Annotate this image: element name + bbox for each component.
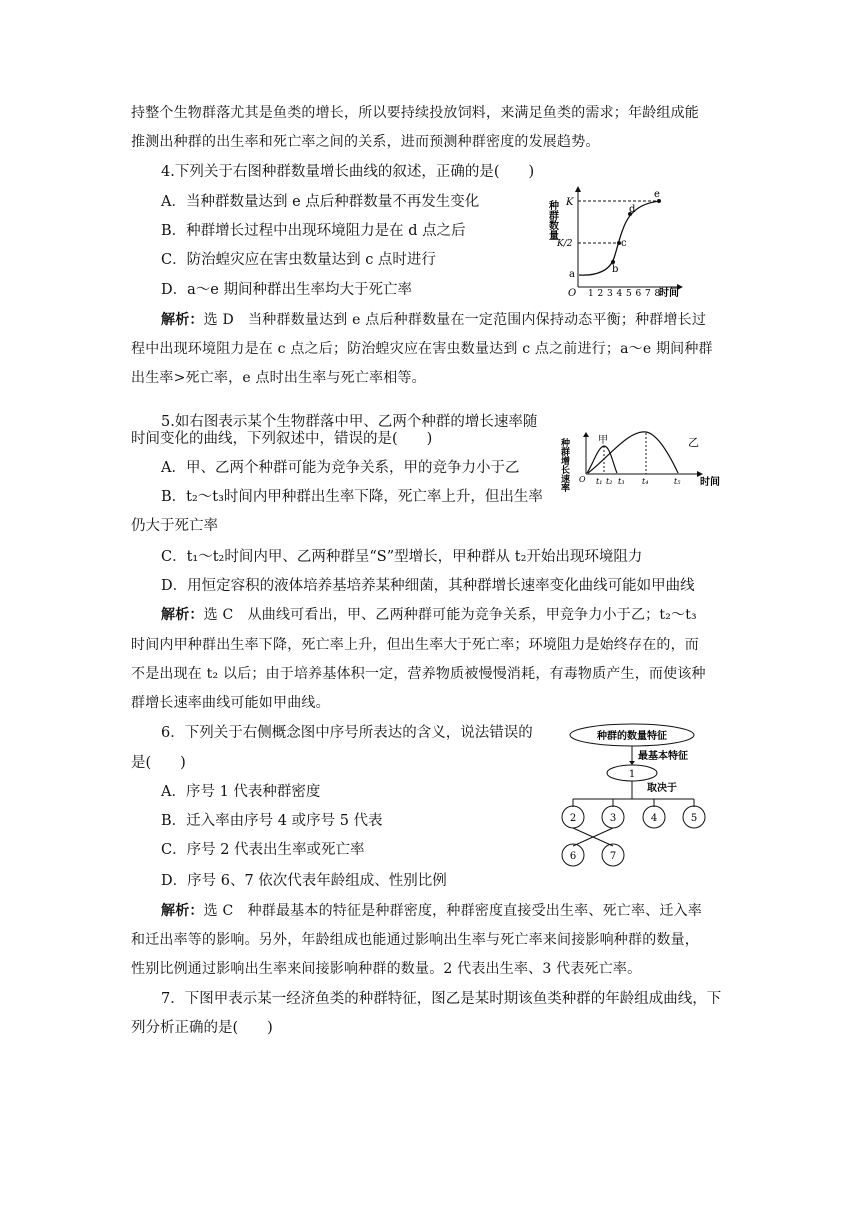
q4-option-a: A．当种群数量达到 e 点后种群数量不再发生变化 bbox=[161, 194, 480, 210]
q5-stem-line-2: 时间变化的曲线，下列叙述中，错误的是( ) bbox=[131, 431, 433, 447]
q4-analysis-line-2: 程中出现环境阻力是在 c 点之后；防治蝗灾应在害虫数量达到 c 点之前进行；a～e 期间种群 bbox=[131, 341, 713, 357]
svg-text:种群数量: 种群数量 bbox=[546, 200, 558, 240]
q4-analysis-line-3: 出生率>死亡率，e 点时出生率与死亡率相等。 bbox=[131, 370, 426, 386]
q6-top-label: 种群的数量特征 bbox=[597, 731, 667, 742]
q5-tick-t3: t₃ bbox=[618, 477, 625, 486]
q5-label-yi: 乙 bbox=[688, 436, 699, 449]
q6-analysis-line-2: 和迁出率等的影响。另外，年龄组成也能通过影响出生率与死亡率来间接影响种群的数量， bbox=[131, 932, 699, 948]
q4-option-c: C．防治蝗灾应在害虫数量达到 c 点时进行 bbox=[161, 252, 436, 268]
q4-origin: O bbox=[568, 288, 577, 299]
q4-s-curve-figure bbox=[548, 184, 693, 298]
q6-node-7-label: 7 bbox=[609, 851, 617, 862]
q5-option-c: C．t₁～t₂时间内甲、乙两种群呈“S”型增长，甲种群从 t₂开始出现环境阻力 bbox=[161, 549, 643, 565]
q4-x-ticks bbox=[588, 289, 661, 299]
svg-text:种群增长速率: 种群增长速率 bbox=[559, 438, 569, 492]
q5-x-label: 时间 bbox=[700, 477, 720, 488]
q7-stem-line-1: 7．下图甲表示某一经济鱼类的种群特征，图乙是某时期该鱼类种群的年龄组成曲线，下 bbox=[161, 991, 722, 1007]
q6-node-3-label: 3 bbox=[609, 813, 617, 824]
q5-analysis-line-1: 解析：选 C 从曲线可看出，甲、乙两种群可能为竞争关系，甲竞争力小于乙；t₂～t₃ bbox=[161, 607, 697, 623]
q6-option-d: D．序号 6、7 依次代表年龄组成、性别比例 bbox=[161, 873, 447, 889]
q4-y-arrow-icon bbox=[575, 186, 581, 192]
q6-analysis-line-1: 解析：选 C 种群最基本的特征是种群密度，种群密度直接受出生率、死亡率、迁入率 bbox=[161, 903, 702, 919]
q6-analysis-line-3: 性别比例通过影响出生率来间接影响种群的数量。2 代表出生率、3 代表死亡率。 bbox=[131, 961, 642, 977]
q5-analysis-line-3: 不是出现在 t₂ 以后；由于培养基体积一定，营养物质被慢慢消耗，有毒物质产生，而使该种 bbox=[131, 666, 706, 682]
q4-option-d: D．a～e 期间种群出生率均大于死亡率 bbox=[161, 282, 412, 298]
q6-option-b: B．迁入率由序号 4 或序号 5 代表 bbox=[161, 813, 383, 829]
q5-option-b-line-1: B．t₂～t₃时间内甲种群出生率下降，死亡率上升，但出生率 bbox=[161, 489, 543, 505]
q7-stem-line-2: 列分析正确的是( ) bbox=[131, 1020, 273, 1036]
q5-analysis-line-2: 时间内甲种群出生率下降，死亡率上升，但出生率大于死亡率；环境阻力是始终存在的，而 bbox=[131, 637, 699, 653]
q5-y-label bbox=[559, 437, 571, 493]
q4-tick-7: 7 bbox=[645, 289, 651, 299]
q4-half-k-label: K/2 bbox=[557, 239, 573, 249]
q4-label-b: b bbox=[612, 264, 619, 275]
q5-y-arrow-icon bbox=[583, 432, 589, 437]
q6-label-basic: 最基本特征 bbox=[638, 751, 688, 762]
q4-k-label: K bbox=[566, 197, 574, 208]
intro-line-2: 推测出种群的出生率和死亡率之间的关系，进而预测种群密度的发展趋势。 bbox=[131, 134, 600, 150]
q5-origin: O bbox=[579, 475, 586, 484]
q5-analysis-line-4: 群增长速率曲线可能如甲曲线。 bbox=[131, 695, 330, 711]
q4-label-c: c bbox=[621, 238, 627, 249]
q6-node-1-label: 1 bbox=[628, 769, 636, 780]
q6-option-a: A．序号 1 代表种群密度 bbox=[161, 784, 321, 800]
q4-label-e: e bbox=[654, 189, 660, 200]
q5-tick-t1: t₁ bbox=[596, 477, 603, 486]
q5-option-d: D．用恒定容积的液体培养基培养某种细菌，其种群增长速率变化曲线可能如甲曲线 bbox=[161, 578, 695, 594]
q6-label-depends: 取决于 bbox=[647, 783, 677, 794]
q4-x-label: 时间 bbox=[659, 288, 679, 299]
q6-node-5-label: 5 bbox=[690, 813, 698, 824]
q6-concept-map bbox=[556, 722, 716, 866]
q5-label-jia: 甲 bbox=[598, 435, 608, 446]
q6-stem-line-2: 是( ) bbox=[131, 755, 186, 771]
q6-stem-line-1: 6．下列关于右侧概念图中序号所表达的含义，说法错误的 bbox=[161, 725, 533, 741]
q6-node-4-label: 4 bbox=[650, 813, 658, 824]
q4-label-a: a bbox=[569, 269, 575, 280]
q5-tick-t2: t₂ bbox=[606, 477, 613, 486]
q6-option-c: C．序号 2 代表出生率或死亡率 bbox=[161, 842, 365, 858]
q5-stem-line-1: 5.如右图表示某个生物群落中甲、乙两个种群的增长速率随 bbox=[161, 414, 538, 430]
q6-arrow-1-icon bbox=[629, 761, 635, 765]
q4-stem: 4.下列关于右图种群数量增长曲线的叙述，正确的是( ) bbox=[161, 164, 535, 180]
q4-label-d: d bbox=[629, 204, 636, 215]
q4-analysis-label: 解析： bbox=[161, 312, 204, 328]
q5-tick-t5: t₅ bbox=[674, 477, 681, 486]
q4-tick-3: 3 bbox=[607, 289, 613, 299]
q4-analysis-line-1: 解析：选 D 当种群数量达到 e 点后种群数量在一定范围内保持动态平衡；种群增长过 bbox=[161, 312, 707, 328]
q4-tick-5: 5 bbox=[626, 289, 632, 299]
intro-line-1: 持整个生物群落尤其是鱼类的增长，所以要持续投放饲料，来满足鱼类的需求；年龄组成能 bbox=[131, 105, 699, 121]
q6-analysis-label: 解析： bbox=[161, 903, 204, 919]
q5-option-a: A．甲、乙两个种群可能为竞争关系，甲的竞争力小于乙 bbox=[161, 460, 520, 476]
q4-tick-8: 8 bbox=[654, 289, 661, 299]
q6-node-2-label: 2 bbox=[569, 813, 577, 824]
q4-tick-6: 6 bbox=[635, 289, 642, 299]
q4-tick-4: 4 bbox=[616, 289, 623, 299]
q4-option-b: B．种群增长过程中出现环境阻力是在 d 点之后 bbox=[161, 223, 466, 239]
q4-tick-2: 2 bbox=[597, 289, 604, 299]
q5-growth-rate-figure bbox=[559, 432, 730, 492]
q4-tick-1: 1 bbox=[588, 289, 594, 299]
q4-y-label bbox=[547, 199, 560, 241]
q5-curve-jia bbox=[587, 446, 617, 473]
q5-tick-t4: t₄ bbox=[642, 477, 649, 486]
q4-growth-curve bbox=[579, 201, 660, 275]
q5-option-b-line-2: 仍大于死亡率 bbox=[131, 518, 218, 534]
q6-node-6-label: 6 bbox=[569, 851, 577, 862]
q5-analysis-label: 解析： bbox=[161, 607, 204, 623]
